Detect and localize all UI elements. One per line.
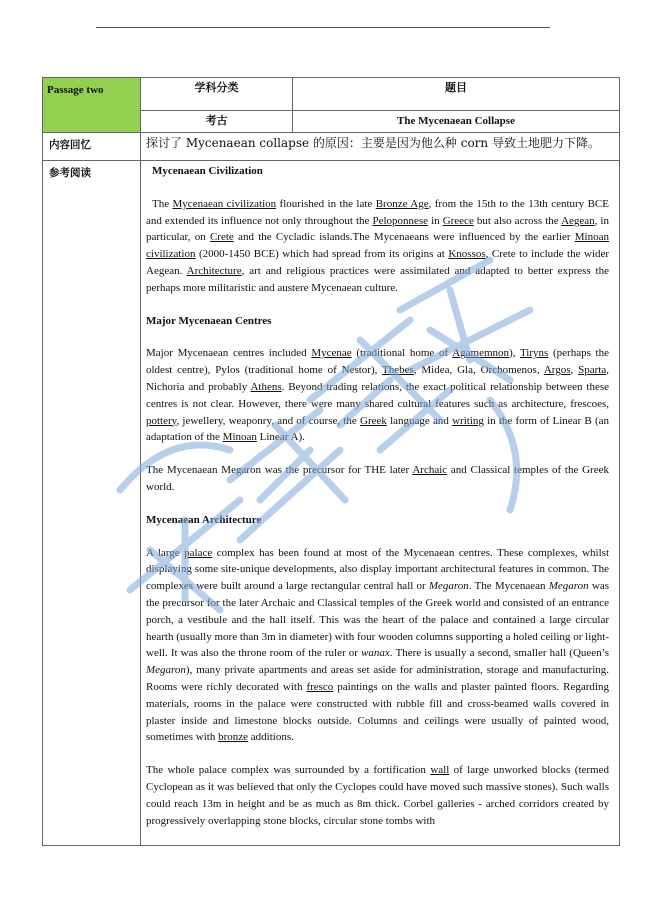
heading-civilization: Mycenaean Civilization: [152, 165, 263, 177]
text-run: Major Mycenaean centres included: [146, 347, 312, 360]
text-run: additions.: [248, 731, 294, 744]
topic-value: The Mycenaean Collapse: [293, 111, 620, 133]
link-text[interactable]: Athens: [250, 380, 282, 393]
link-text[interactable]: wall: [430, 764, 450, 777]
text-run: The Mycenaean Megaron was the precursor for THE later: [146, 464, 413, 477]
link-text[interactable]: fresco: [306, 680, 334, 693]
passage-table: [42, 77, 620, 846]
link-text[interactable]: Bronze Age: [375, 197, 429, 210]
link-text[interactable]: Peloponnese: [372, 214, 429, 227]
link-text[interactable]: Minoan civilization: [146, 231, 609, 261]
link-text[interactable]: Mycenaean civilization: [172, 197, 277, 210]
passage-label: Passage two: [43, 78, 141, 133]
text-run: , from the 15th to the 13th century BCE and extended its influence not only throughout the: [146, 197, 609, 227]
link-text[interactable]: pottery: [146, 414, 177, 427]
text-run: (perhaps the oldest centre), Pylos (traditional home of Nestor),: [146, 347, 609, 377]
text-run: ),: [509, 347, 520, 360]
link-text[interactable]: Argos: [543, 364, 571, 377]
text-run: in the form of Linear B (an adaptation of the: [146, 414, 609, 444]
text-run: , Nichoria and probably: [146, 364, 609, 393]
text-run: (2000-1450 BCE) which had spread from its origins at: [195, 248, 449, 261]
text-run: paintings on the walls and plaster painted floors. Regarding materials, rooms in the palace were constructed with rubble fill and cross-beamed walls covered in plaster inside and limestone blocks outside. Columns and ceilings were usually of painted wood, sometimes with: [146, 680, 609, 744]
text-run: in: [428, 214, 443, 227]
link-text[interactable]: Thebes: [382, 364, 414, 377]
text-run: flourished in the late: [276, 197, 376, 210]
italic-term: Megaron: [428, 580, 469, 593]
italic-term: Megaron: [146, 664, 186, 677]
link-text[interactable]: Crete: [209, 231, 234, 244]
text-run: language and: [386, 414, 453, 427]
recall-label: 内容回忆: [43, 133, 141, 161]
text-run: . Beyond trading relations, the exact political relationship between these centres is not clear. However, there were many shared cultural features such as architecture, frescoes,: [146, 380, 609, 410]
link-text[interactable]: Aegean: [561, 214, 595, 227]
text-run: , jewellery, weaponry, and of course, the: [176, 414, 360, 427]
recall-row: [43, 133, 620, 161]
text-run: and Classical temples of the Greek world.: [146, 464, 609, 493]
topic-header: 题目: [293, 78, 620, 111]
link-text[interactable]: palace: [184, 546, 213, 559]
link-text[interactable]: Minoan: [222, 431, 257, 444]
reading-cell: [141, 161, 620, 846]
subject-header: 学科分类: [141, 78, 293, 111]
text-run: ,: [570, 364, 579, 377]
text-run: , Crete to include the wider Aegean.: [146, 248, 609, 277]
link-text[interactable]: Sparta: [578, 364, 607, 377]
link-text[interactable]: Archaic: [412, 464, 448, 477]
link-text[interactable]: Tiryns: [519, 347, 549, 360]
header-row: [43, 78, 620, 111]
reading-label: 参考阅读: [43, 161, 141, 846]
link-text[interactable]: Knossos: [448, 248, 486, 261]
paragraph-civilization: [146, 196, 609, 297]
subject-value: 考古: [141, 111, 293, 133]
italic-term: wanax: [361, 647, 390, 660]
text-run: but also across the: [473, 214, 562, 227]
paragraph-walls: [146, 762, 609, 829]
link-text[interactable]: writing: [452, 414, 484, 427]
paragraph-megaron: [146, 462, 609, 496]
text-run: The whole palace complex was surrounded by a fortification: [146, 764, 431, 777]
text-run: (traditional home of: [351, 347, 453, 360]
heading-architecture: Mycenaean Architecture: [146, 513, 262, 526]
text-run: ), many private apartments and areas set aside for administration, storage and manufacturing. Rooms were richly decorated with: [146, 664, 609, 693]
link-text[interactable]: Greece: [442, 214, 474, 227]
text-run: The: [152, 197, 173, 210]
text-run: complex has been found at most of the Mycenaean centres. These complexes, whilst displaying some site-unique developments, also display important architectural features in common. The complexes were built around a large rectangular central hall or: [146, 546, 610, 593]
link-text[interactable]: Agamemnon: [452, 347, 510, 360]
link-text[interactable]: bronze: [218, 731, 249, 744]
text-run: was the precursor for the later Archaic and Classical temples of the Greek world and consisted of an entrance porch, a vestibule and the hall itself. This was the heart of the palace and contained a large circular hearth (usually more than 3m in diameter) with four wooden columns supporting a holed ceiling or light-well. It was also the throne room of the ruler or: [146, 580, 609, 660]
text-run: A large: [146, 546, 185, 559]
text-run: . The Mycenaean: [468, 580, 549, 593]
italic-term: Megaron: [548, 580, 589, 593]
text-run: . There is usually a second, smaller hall (Queen’s: [389, 647, 609, 660]
text-run: Linear A).: [256, 431, 305, 444]
link-text[interactable]: Greek: [360, 414, 387, 427]
link-text[interactable]: Mycenae: [311, 347, 352, 360]
text-run: of large unworked blocks (termed Cyclopean as it was believed that only the Cyclopes could have moved such massive stones). Such walls could reach 13m in height and be as much as 8m thick. Corbel galleries - arched corridors created by progressively overlapping stone blocks, circular stone tombs with: [146, 764, 609, 827]
text-run: , Midea, Gla, Orchomenos,: [413, 364, 544, 377]
text-run: and the Cycladic islands.The Mycenaeans were influenced by the earlier: [233, 231, 575, 244]
header-rule: [96, 27, 550, 28]
recall-text: 探讨了 Mycenaean collapse 的原因：主要是因为他么种 corn 导致土地肥力下降。: [141, 133, 620, 161]
link-text[interactable]: Architecture: [186, 264, 242, 277]
text-run: , art and religious practices were assimilated and adapted to better express the perhaps more militaristic and austere Mycenaean culture.: [146, 264, 609, 294]
paragraph-architecture: [146, 545, 609, 747]
heading-centres: Major Mycenaean Centres: [146, 314, 272, 327]
paragraph-centres: [146, 345, 609, 446]
reading-row: [43, 161, 620, 846]
text-run: , in particular, on: [146, 214, 609, 244]
